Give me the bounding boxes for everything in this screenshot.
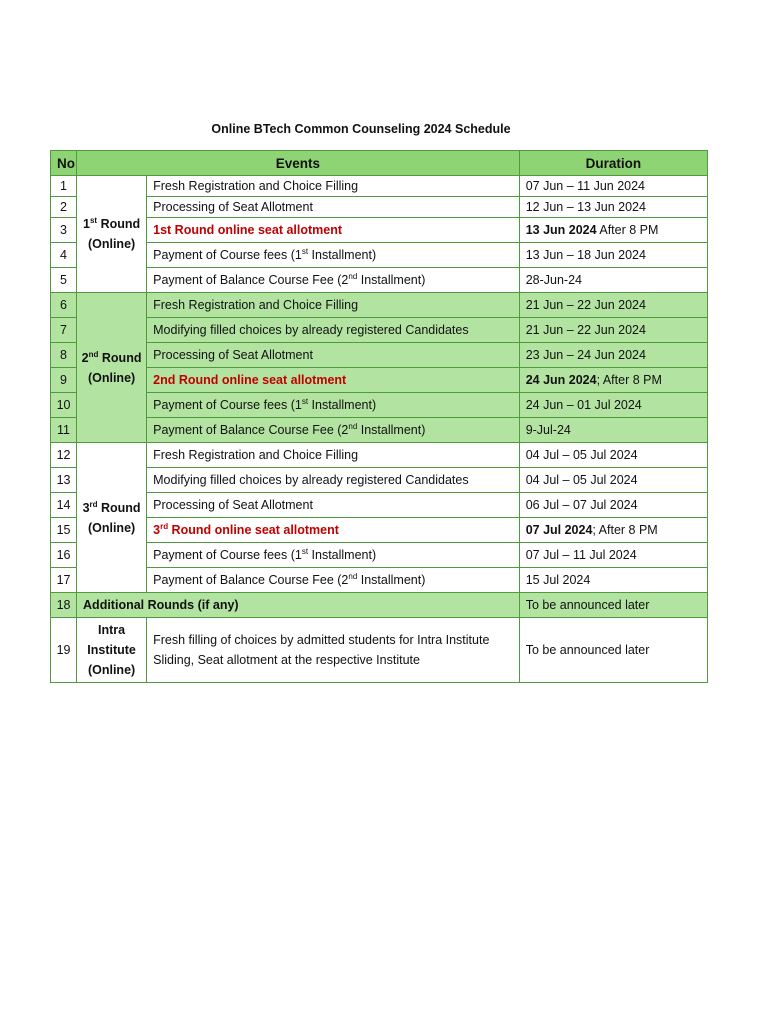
header-duration: Duration bbox=[519, 151, 707, 176]
event-cell: Fresh Registration and Choice Filling bbox=[147, 293, 520, 318]
table-row bbox=[51, 593, 708, 618]
table-row bbox=[51, 218, 708, 243]
round-1-label: 1st Round (Online) bbox=[77, 176, 147, 293]
duration-cell: To be announced later bbox=[519, 618, 707, 683]
header-events: Events bbox=[77, 151, 520, 176]
row-number: 13 bbox=[51, 468, 77, 493]
row-number: 3 bbox=[51, 218, 77, 243]
event-cell: Payment of Course fees (1st Installment) bbox=[147, 243, 520, 268]
row-number: 6 bbox=[51, 293, 77, 318]
row-number: 8 bbox=[51, 343, 77, 368]
row-number: 7 bbox=[51, 318, 77, 343]
duration-cell: 07 Jun – 11 Jun 2024 bbox=[519, 176, 707, 197]
table-row bbox=[51, 393, 708, 418]
round-3-label: 3rd Round (Online) bbox=[77, 443, 147, 593]
duration-cell: 24 Jun 2024; After 8 PM bbox=[519, 368, 707, 393]
schedule-table bbox=[50, 150, 708, 683]
event-cell: Processing of Seat Allotment bbox=[147, 343, 520, 368]
duration-cell: 13 Jun 2024 After 8 PM bbox=[519, 218, 707, 243]
duration-cell: To be announced later bbox=[519, 593, 707, 618]
duration-cell: 07 Jul 2024; After 8 PM bbox=[519, 518, 707, 543]
row-number: 5 bbox=[51, 268, 77, 293]
row-number: 17 bbox=[51, 568, 77, 593]
duration-cell: 24 Jun – 01 Jul 2024 bbox=[519, 393, 707, 418]
duration-cell: 07 Jul – 11 Jul 2024 bbox=[519, 543, 707, 568]
event-cell: Processing of Seat Allotment bbox=[147, 493, 520, 518]
duration-cell: 21 Jun – 22 Jun 2024 bbox=[519, 293, 707, 318]
table-row bbox=[51, 468, 708, 493]
table-row bbox=[51, 343, 708, 368]
table-row bbox=[51, 318, 708, 343]
table-row bbox=[51, 418, 708, 443]
duration-cell: 15 Jul 2024 bbox=[519, 568, 707, 593]
table-row bbox=[51, 268, 708, 293]
duration-cell: 04 Jul – 05 Jul 2024 bbox=[519, 468, 707, 493]
row-number: 4 bbox=[51, 243, 77, 268]
duration-cell: 04 Jul – 05 Jul 2024 bbox=[519, 443, 707, 468]
row-number: 2 bbox=[51, 197, 77, 218]
event-cell: Payment of Balance Course Fee (2nd Installment) bbox=[147, 268, 520, 293]
event-cell-highlight: 1st Round online seat allotment bbox=[147, 218, 520, 243]
event-cell: Fresh filling of choices by admitted students for Intra Institute Sliding, Seat allotment at the respective Institute bbox=[147, 618, 520, 683]
event-cell-highlight: 3rd Round online seat allotment bbox=[147, 518, 520, 543]
round-2-label: 2nd Round (Online) bbox=[77, 293, 147, 443]
table-row bbox=[51, 368, 708, 393]
event-cell: Payment of Course fees (1st Installment) bbox=[147, 543, 520, 568]
duration-cell: 21 Jun – 22 Jun 2024 bbox=[519, 318, 707, 343]
event-cell: Payment of Balance Course Fee (2nd Installment) bbox=[147, 418, 520, 443]
table-row bbox=[51, 443, 708, 468]
event-cell: Fresh Registration and Choice Filling bbox=[147, 443, 520, 468]
row-number: 11 bbox=[51, 418, 77, 443]
event-cell: Modifying filled choices by already registered Candidates bbox=[147, 468, 520, 493]
table-row bbox=[51, 543, 708, 568]
row-number: 19 bbox=[51, 618, 77, 683]
row-number: 9 bbox=[51, 368, 77, 393]
row-number: 10 bbox=[51, 393, 77, 418]
row-number: 18 bbox=[51, 593, 77, 618]
event-cell: Modifying filled choices by already registered Candidates bbox=[147, 318, 520, 343]
header-row bbox=[51, 151, 708, 176]
table-row bbox=[51, 518, 708, 543]
duration-cell: 28-Jun-24 bbox=[519, 268, 707, 293]
row-number: 15 bbox=[51, 518, 77, 543]
duration-cell: 23 Jun – 24 Jun 2024 bbox=[519, 343, 707, 368]
duration-cell: 9-Jul-24 bbox=[519, 418, 707, 443]
table-row bbox=[51, 243, 708, 268]
header-no: No bbox=[51, 151, 77, 176]
row-number: 14 bbox=[51, 493, 77, 518]
intra-institute-label: Intra Institute (Online) bbox=[77, 618, 147, 683]
row-number: 1 bbox=[51, 176, 77, 197]
event-cell-highlight: 2nd Round online seat allotment bbox=[147, 368, 520, 393]
table-row bbox=[51, 197, 708, 218]
event-cell: Payment of Balance Course Fee (2nd Installment) bbox=[147, 568, 520, 593]
page-title: Online BTech Common Counseling 2024 Schedule bbox=[211, 122, 511, 136]
duration-cell: 13 Jun – 18 Jun 2024 bbox=[519, 243, 707, 268]
event-cell-additional: Additional Rounds (if any) bbox=[77, 593, 520, 618]
table-row bbox=[51, 293, 708, 318]
event-cell: Processing of Seat Allotment bbox=[147, 197, 520, 218]
table-row bbox=[51, 176, 708, 197]
table-row bbox=[51, 618, 708, 683]
row-number: 12 bbox=[51, 443, 77, 468]
event-cell: Payment of Course fees (1st Installment) bbox=[147, 393, 520, 418]
duration-cell: 12 Jun – 13 Jun 2024 bbox=[519, 197, 707, 218]
event-cell: Fresh Registration and Choice Filling bbox=[147, 176, 520, 197]
row-number: 16 bbox=[51, 543, 77, 568]
table-row bbox=[51, 568, 708, 593]
duration-cell: 06 Jul – 07 Jul 2024 bbox=[519, 493, 707, 518]
table-row bbox=[51, 493, 708, 518]
